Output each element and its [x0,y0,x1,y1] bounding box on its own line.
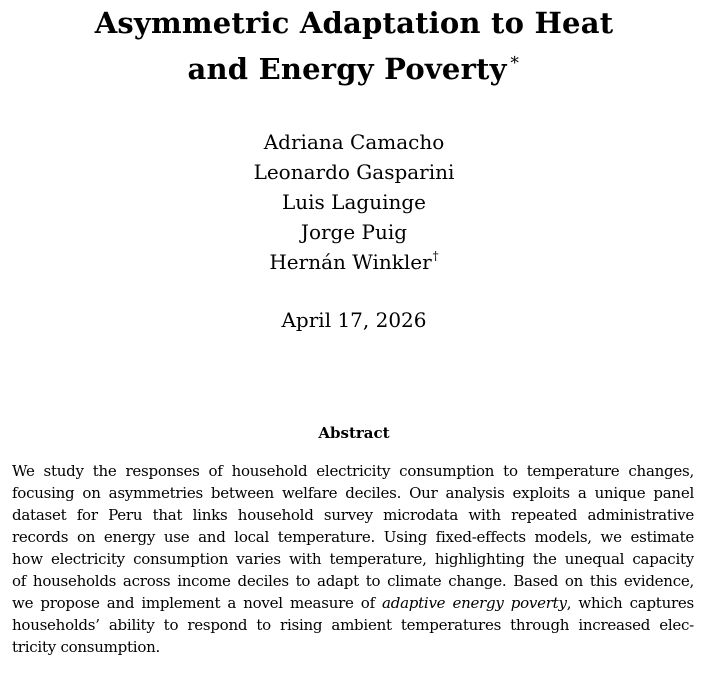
abstract-body [12,460,694,658]
abstract-emphasis: adaptive energy poverty [382,594,567,612]
abstract-heading: Abstract [318,424,390,442]
author-list [0,127,708,277]
paper-title [0,0,708,92]
abstract-line: focusing on asymmetries between welfare deciles. Our analysis exploits a unique panel [12,484,694,502]
author-name: Adriana Camacho [263,130,445,154]
abstract-line: of households across income deciles to adapt to climate change. Based on this evidence, [12,572,694,590]
author-1 [0,127,708,157]
title-footnote-mark: ∗ [508,50,521,70]
abstract-line: how electricity consumption varies with temperature, highlighting the unequal capacity [12,550,694,568]
author-5 [0,247,708,277]
abstract-line: tricity consumption. [12,638,161,656]
title-line-1: Asymmetric Adaptation to Heat [94,6,614,40]
author-3 [0,187,708,217]
author-footnote-mark: † [432,249,439,263]
abstract-line-with-emphasis [12,592,694,614]
abstract-line: dataset for Peru that links household survey microdata with repeated administrative [12,506,694,524]
author-name: Luis Laguinge [282,190,426,214]
abstract-line: We study the responses of household electricity consumption to temperature changes, [12,462,694,480]
author-name: Leonardo Gasparini [253,160,455,184]
title-line-2 [0,46,708,92]
abstract-text: we propose and implement a novel measure of [12,594,375,612]
author-2 [0,157,708,187]
paper-date: April 17, 2026 [281,308,427,332]
author-4 [0,217,708,247]
abstract-text: , which captures [566,594,694,612]
abstract-line: records on energy use and local temperature. Using fixed-effects models, we estimate [12,528,694,546]
author-name: Hernán Winkler [269,250,432,274]
author-name: Jorge Puig [300,220,408,244]
abstract-line: households’ ability to respond to rising ambient temperatures through increased elec- [12,616,694,634]
title-line-2-text: and Energy Poverty [187,52,507,86]
